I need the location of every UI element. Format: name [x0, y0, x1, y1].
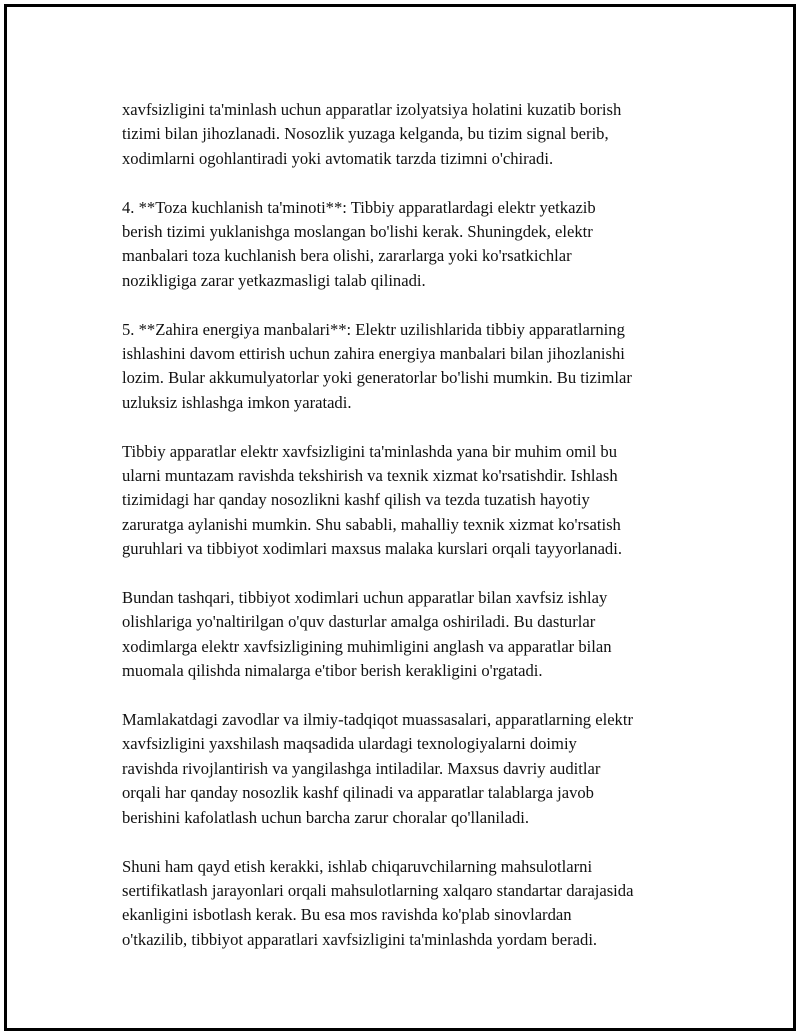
paragraph-7: [122, 855, 702, 953]
text-line: tizimidagi har qanday nosozlikni kashf qilish va tezda tuzatish hayotiy: [122, 490, 590, 510]
text-line: muomala qilishda nimalarga e'tibor berish kerakligini o'rgatadi.: [122, 661, 543, 681]
text-line: 4. **Toza kuchlanish ta'minoti**: Tibbiy apparatlardagi elektr yetkazib: [122, 197, 596, 217]
text-line: berishini kafolatlash uchun barcha zarur choralar qo'llaniladi.: [122, 807, 530, 827]
text-line: nozikligiga zarar yetkazmasligi talab qilinadi.: [122, 270, 426, 290]
text-line: xavfsizligini yaxshilash maqsadida ulardagi texnologiyalarni doimiy: [122, 734, 577, 754]
text-line: lozim. Bular akkumulyatorlar yoki generatorlar bo'lishi mumkin. Bu tizimlar: [122, 368, 632, 388]
text-line: uzluksiz ishlashga imkon yaratadi.: [122, 392, 352, 412]
text-line: manbalari toza kuchlanish bera olishi, zararlarga yoki ko'rsatkichlar: [122, 246, 572, 266]
paragraph-6: [122, 708, 702, 830]
text-line: ularni muntazam ravishda tekshirish va texnik xizmat ko'rsatishdir. Ishlash: [122, 466, 618, 486]
text-line: zaruratga aylanishi mumkin. Shu sababli, mahalliy texnik xizmat ko'rsatish: [122, 514, 621, 534]
text-line: xodimlarga elektr xavfsizligining muhimligini anglash va apparatlar bilan: [122, 636, 612, 656]
paragraph-5: [122, 586, 702, 684]
text-line: berish tizimi yuklanishga moslangan bo'lishi kerak. Shuningdek, elektr: [122, 222, 593, 242]
text-line: olishlariga yo'naltirilgan o'quv dasturlar amalga oshiriladi. Bu dasturlar: [122, 612, 596, 632]
paragraph-4: [122, 440, 702, 562]
text-line: ravishda rivojlantirish va yangilashga intiladilar. Maxsus davriy auditlar: [122, 758, 601, 778]
text-line: o'tkazilib, tibbiyot apparatlari xavfsizligini ta'minlashda yordam beradi.: [122, 929, 598, 949]
text-line: sertifikatlash jarayonlari orqali mahsulotlarning xalqaro standartar darajasida: [122, 880, 634, 900]
document-body: [122, 98, 702, 977]
text-line: ekanligini isbotlash kerak. Bu esa mos ravishda ko'plab sinovlardan: [122, 905, 572, 925]
text-line: ishlashini davom ettirish uchun zahira energiya manbalari bilan jihozlanishi: [122, 344, 625, 364]
text-line: tizimi bilan jihozlanadi. Nosozlik yuzaga kelganda, bu tizim signal berib,: [122, 124, 609, 144]
text-line: orqali har qanday nosozlik kashf qilinadi va apparatlar talablarga javob: [122, 783, 594, 803]
text-line: 5. **Zahira energiya manbalari**: Elektr uzilishlarida tibbiy apparatlarning: [122, 319, 625, 339]
text-line: xodimlarni ogohlantiradi yoki avtomatik tarzda tizimni o'chiradi.: [122, 148, 554, 168]
text-line: Bundan tashqari, tibbiyot xodimlari uchun apparatlar bilan xavfsiz ishlay: [122, 588, 608, 608]
text-line: Tibbiy apparatlar elektr xavfsizligini ta'minlashda yana bir muhim omil bu: [122, 441, 618, 461]
text-line: Mamlakatdagi zavodlar va ilmiy-tadqiqot muassasalari, apparatlarning elektr: [122, 710, 633, 730]
paragraph-3: [122, 318, 702, 416]
text-line: Shuni ham qayd etish kerakki, ishlab chiqaruvchilarning mahsulotlarni: [122, 856, 593, 876]
paragraph-2: [122, 196, 702, 294]
text-line: xavfsizligini ta'minlash uchun apparatlar izolyatsiya holatini kuzatib borish: [122, 100, 622, 119]
page-frame: [4, 4, 796, 1031]
paragraph-1: [122, 98, 702, 171]
text-line: guruhlari va tibbiyot xodimlari maxsus malaka kurslari orqali tayyorlanadi.: [122, 539, 622, 559]
